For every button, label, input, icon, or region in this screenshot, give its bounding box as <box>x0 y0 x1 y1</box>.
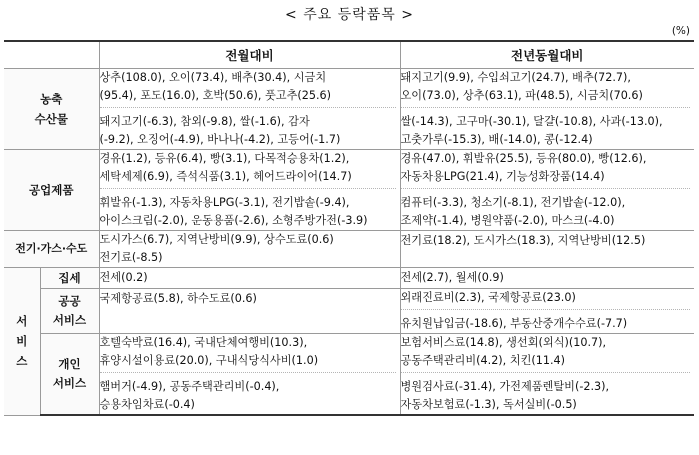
industrial-yoy-down-line-1: 컴퓨터(-3.3), 청소기(-8.1), 전기밥솥(-12.0), <box>400 196 626 209</box>
public-mom-line: 국제항공료(5.8), 하수도료(0.6) <box>99 292 257 305</box>
agri-yoy-down-line-2: 고춧가루(-15.3), 배(-14.0), 콩(-12.4) <box>400 133 593 146</box>
category-label-line1: 농축 <box>40 92 63 106</box>
header-row <box>4 41 694 69</box>
personal-mom-cell <box>99 334 400 416</box>
industrial-mom-up-line-2: 세탁세제(6.9), 즉석식품(3.1), 헤어드라이어(14.7) <box>99 170 352 183</box>
service-label-char-3: 스 <box>16 354 28 369</box>
category-utility: 전기·가스·수도 <box>4 231 99 268</box>
utility-yoy-line-1: 전기료(18.2), 도시가스(18.3), 지역난방비(12.5) <box>400 234 646 247</box>
service-label-char-1: 서 <box>16 314 28 329</box>
rent-mom-line: 전세(0.2) <box>99 271 148 284</box>
row-personal <box>4 334 694 416</box>
personal-yoy-cell <box>400 334 694 416</box>
industrial-yoy-up-line-2: 자동차용LPG(21.4), 기능성화장품(14.4) <box>400 170 605 183</box>
header-yoy: 전년동월대비 <box>400 41 694 69</box>
public-yoy-cell <box>400 289 694 334</box>
industrial-yoy-down-line-2: 조제약(-1.4), 병원약품(-2.0), 마스크(-4.0) <box>400 214 615 227</box>
utility-mom-line-1: 도시가스(6.7), 지역난방비(9.9), 상수도료(0.6) <box>99 233 334 246</box>
industrial-mom-cell <box>99 150 400 231</box>
row-industrial <box>4 150 694 231</box>
category-service <box>4 268 40 416</box>
personal-mom-down-line-1: 햄버거(-4.9), 공동주택관리비(-0.4), <box>99 380 280 393</box>
industrial-mom-down-line-2: 아이스크림(-2.0), 운동용품(-2.6), 소형주방가전(-3.9) <box>99 214 368 227</box>
personal-mom-down-line-2: 승용차임차료(-0.4) <box>99 398 195 411</box>
subcategory-label-line2: 서비스 <box>52 376 87 390</box>
personal-mom-up-line-2: 휴양시설이용료(20.0), 구내식당식사비(1.0) <box>99 354 319 367</box>
header-mom: 전월대비 <box>99 41 400 69</box>
agri-mom-down-line-2: (-9.2), 오징어(-4.9), 바나나(-4.2), 고등어(-1.7) <box>99 133 341 146</box>
public-yoy-down-line: 유치원납입금(-18.6), 부동산중개수수료(-7.7) <box>400 317 628 330</box>
personal-yoy-down-line-1: 병원검사료(-31.4), 가전제품렌탈비(-2.3), <box>400 380 610 393</box>
subcategory-rent: 집세 <box>40 268 99 289</box>
industrial-yoy-up-line-1: 경유(47.0), 휘발유(25.5), 등유(80.0), 빵(12.6), <box>400 152 647 165</box>
service-label-char-2: 비 <box>16 334 28 349</box>
agri-yoy-up-line-2: 오이(73.0), 상추(63.1), 파(48.5), 시금치(70.6) <box>400 89 643 102</box>
row-utility <box>4 231 694 268</box>
row-agri <box>4 69 694 150</box>
utility-mom-cell <box>99 231 400 268</box>
agri-mom-cell <box>99 69 400 150</box>
agri-yoy-up-line-1: 돼지고기(9.9), 수입쇠고기(24.7), 배추(72.7), <box>400 71 631 84</box>
subcategory-label-line2: 서비스 <box>52 313 87 327</box>
subcategory-label-line1: 공공 <box>58 294 81 308</box>
utility-mom-line-2: 전기료(-8.5) <box>99 251 163 264</box>
personal-yoy-up-line-2: 공동주택관리비(4.2), 치킨(11.4) <box>400 354 566 367</box>
row-rent <box>4 268 694 289</box>
industrial-mom-down-line-1: 휘발유(-1.3), 자동차용LPG(-3.1), 전기밥솥(-9.4), <box>99 196 350 209</box>
price-change-table <box>4 40 694 416</box>
agri-yoy-cell <box>400 69 694 150</box>
subcategory-public <box>40 289 99 334</box>
unit-label: (%) <box>671 25 690 37</box>
utility-yoy-cell <box>400 231 694 268</box>
public-mom-cell <box>99 289 400 334</box>
rent-mom-cell <box>99 268 400 289</box>
industrial-mom-up-line-1: 경유(1.2), 등유(6.4), 빵(3.1), 다목적승용차(1.2), <box>99 152 350 165</box>
personal-yoy-up-line-1: 보험서비스료(14.8), 생선회(외식)(10.7), <box>400 336 607 349</box>
agri-mom-up-line-2: (95.4), 포도(16.0), 호박(50.6), 풋고추(25.6) <box>99 89 332 102</box>
page-title: < 주요 등락품목 > <box>285 7 414 23</box>
category-agri <box>4 69 99 150</box>
category-label-line2: 수산물 <box>34 112 68 126</box>
subcategory-personal <box>40 334 99 416</box>
personal-yoy-down-line-2: 자동차보험료(-1.3), 독서실비(-0.5) <box>400 398 577 411</box>
rent-yoy-cell <box>400 268 694 289</box>
industrial-yoy-cell <box>400 150 694 231</box>
row-public <box>4 289 694 334</box>
subcategory-label-line1: 개인 <box>58 357 81 371</box>
agri-mom-up-line-1: 상추(108.0), 오이(73.4), 배추(30.4), 시금치 <box>99 71 327 84</box>
rent-yoy-line: 전세(2.7), 월세(0.9) <box>400 271 504 284</box>
public-yoy-up-line: 외래진료비(2.3), 국제항공료(23.0) <box>400 291 576 304</box>
agri-yoy-down-line-1: 쌀(-14.3), 고구마(-30.1), 달걀(-10.8), 사과(-13.0), <box>400 115 663 128</box>
agri-mom-down-line-1: 돼지고기(-6.3), 참외(-9.8), 쌀(-1.6), 감자 <box>99 115 310 128</box>
category-industrial: 공업제품 <box>4 150 99 231</box>
personal-mom-up-line-1: 호텔숙박료(16.4), 국내단체여행비(10.3), <box>99 336 308 349</box>
corner-cell <box>4 41 99 69</box>
